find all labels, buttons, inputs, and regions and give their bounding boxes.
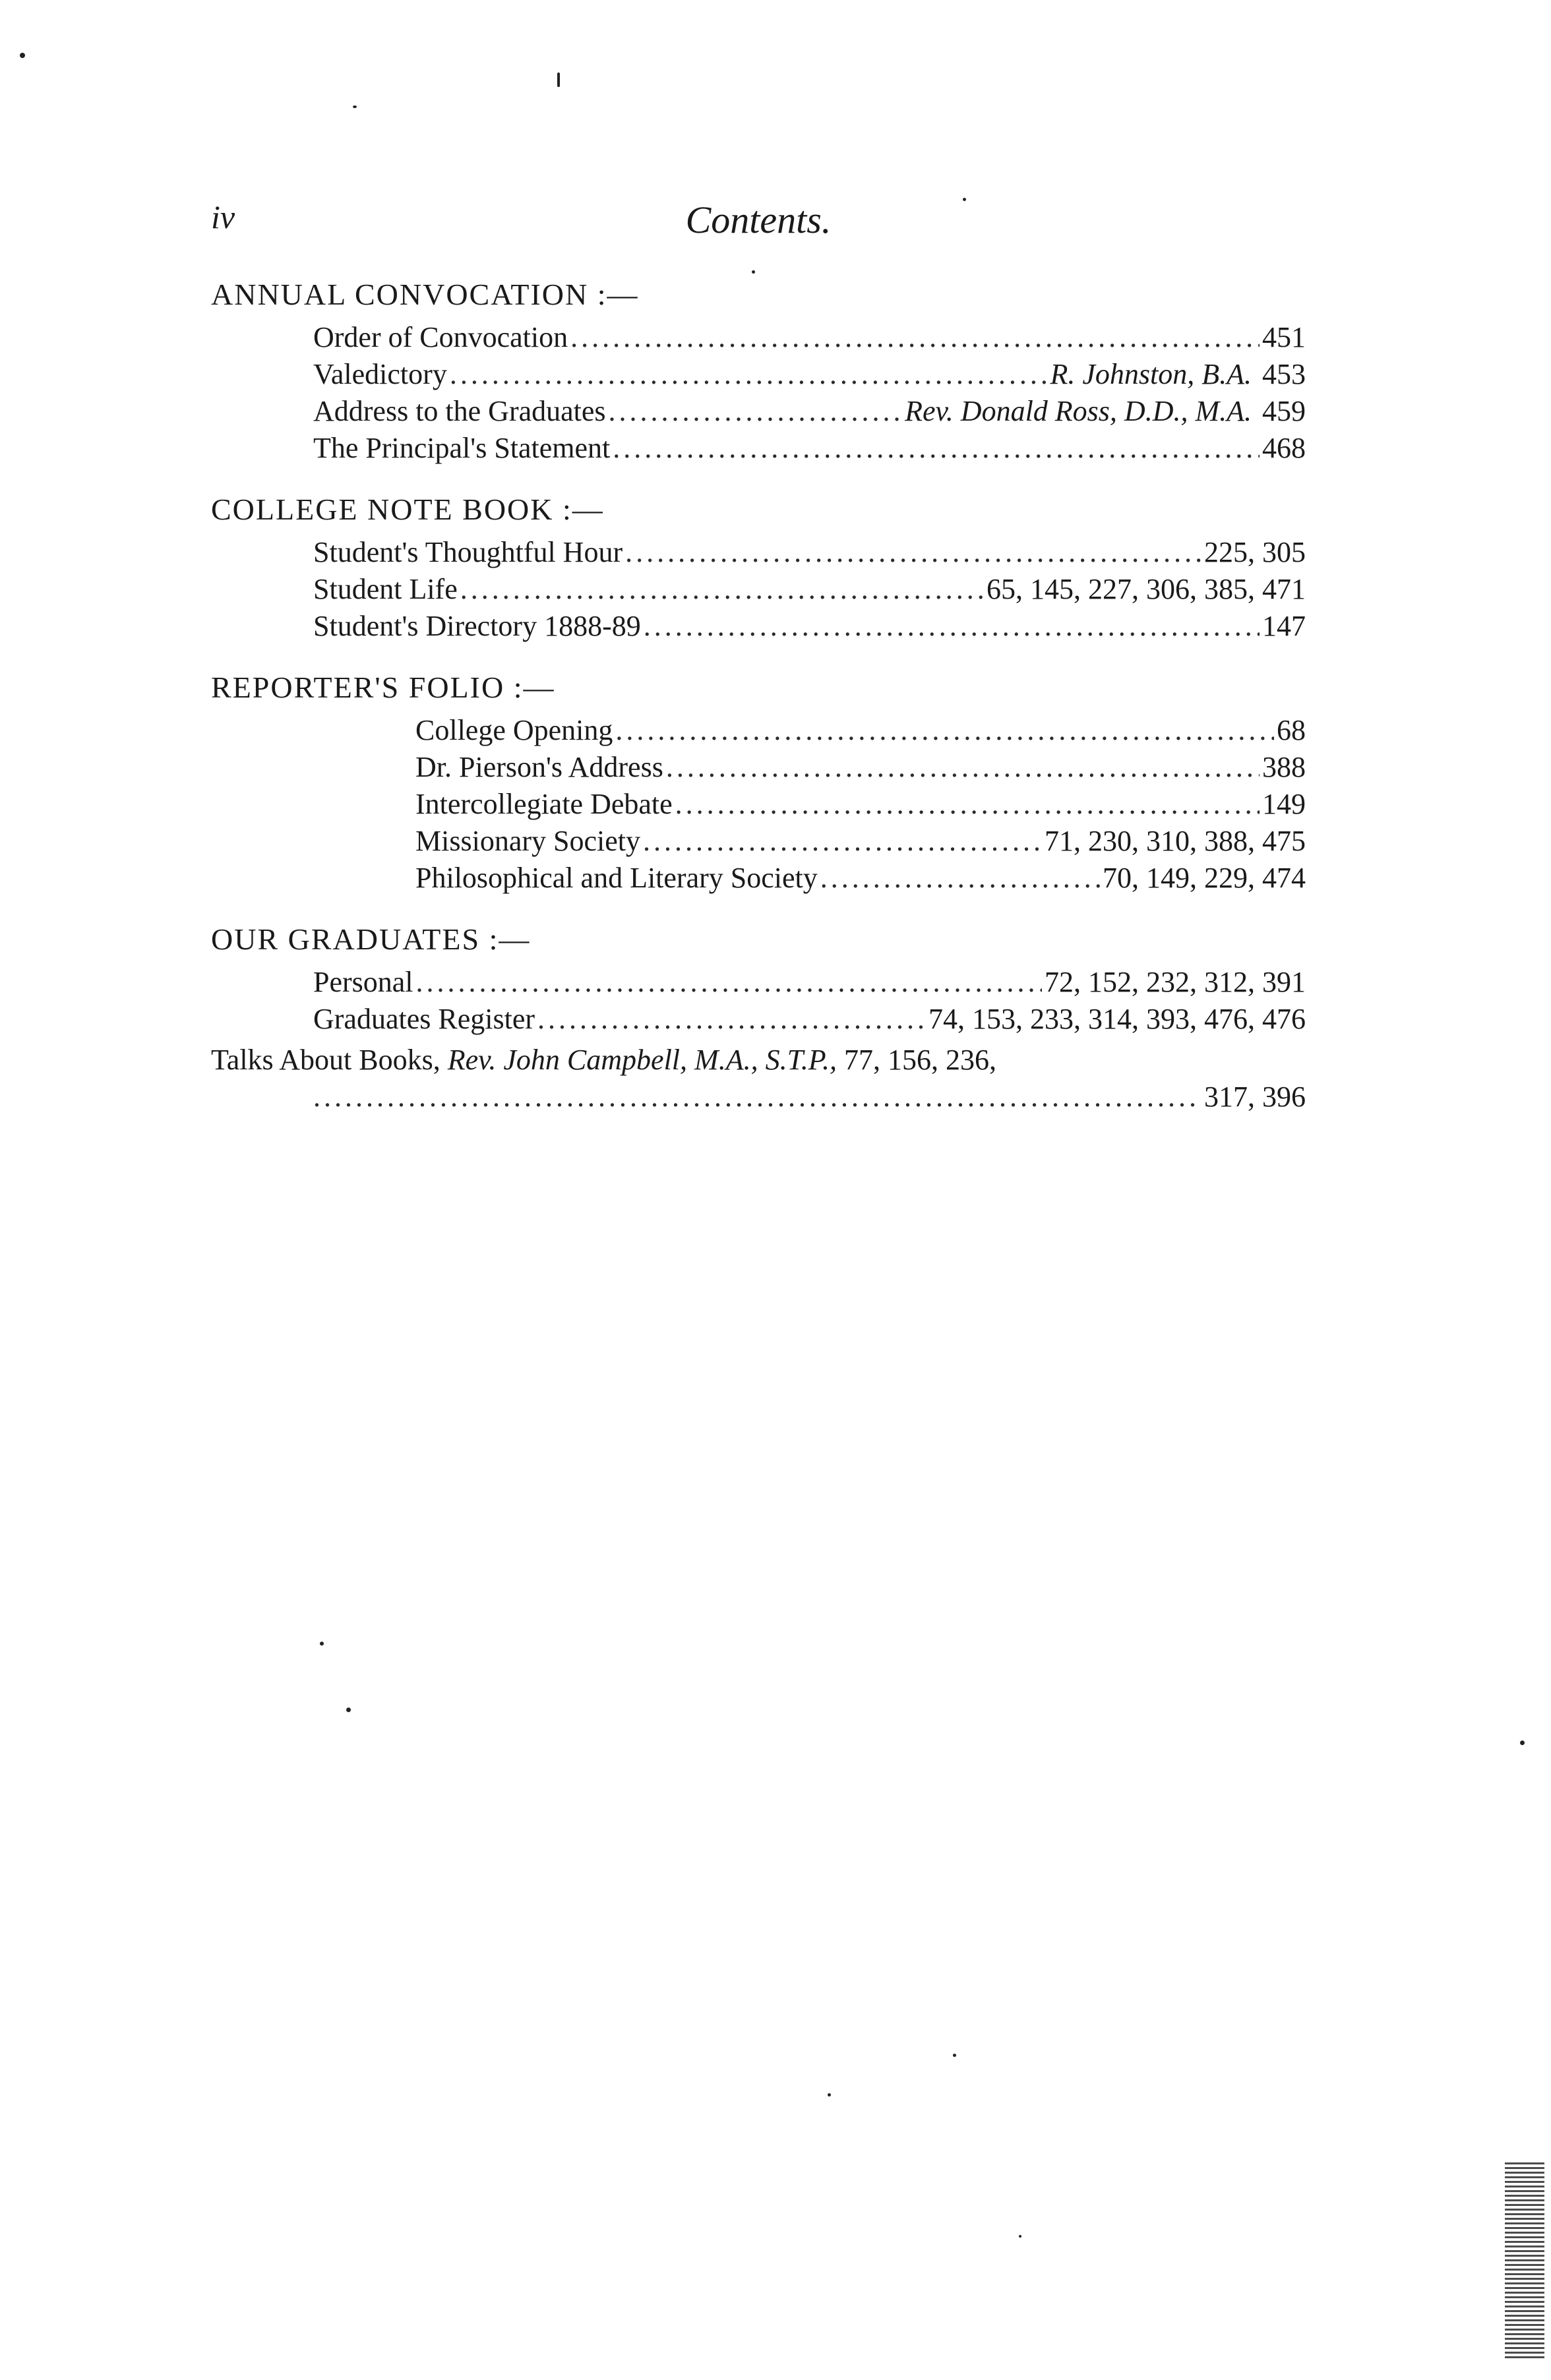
- section-college-note-book: [211, 485, 1306, 645]
- page-header: [211, 198, 1306, 251]
- entry-author: Rev. Donald Ross, D.D., M.A.: [905, 395, 1252, 427]
- toc-entry: [211, 393, 1306, 430]
- entry-title: Philosophical and Literary Society: [415, 862, 818, 894]
- entry-title: Address to the Graduates: [313, 395, 606, 427]
- scan-speck: [557, 73, 560, 87]
- entry-pages: 149: [1262, 788, 1306, 820]
- entry-title: Dr. Pierson's Address: [415, 751, 663, 783]
- dot-leader: [644, 608, 1260, 645]
- dot-leader: [625, 534, 1201, 571]
- section-our-graduates: [211, 915, 1306, 1038]
- entry-pages: 459: [1262, 395, 1306, 427]
- section-heading: OUR GRADUATES :—: [211, 922, 531, 956]
- scan-speck: [963, 198, 966, 201]
- toc-entry: [211, 786, 1306, 823]
- dot-leader: [450, 356, 1048, 393]
- dot-leader: [615, 712, 1274, 749]
- entry-title: Intercollegiate Debate: [415, 788, 673, 820]
- dot-leader: [313, 1079, 1201, 1116]
- dot-leader: [675, 786, 1260, 823]
- scan-speck: [353, 105, 357, 108]
- entry-title: Valedictory: [313, 358, 447, 390]
- entry-pages: 71, 230, 310, 388, 475: [1045, 825, 1306, 857]
- scan-speck: [20, 53, 25, 58]
- scan-speck: [1520, 1740, 1525, 1745]
- dot-leader: [460, 571, 984, 608]
- section-heading: ANNUAL CONVOCATION :—: [211, 278, 639, 311]
- entry-pages: 317, 396: [1204, 1081, 1306, 1113]
- entry-title: Student's Directory 1888-89: [313, 610, 641, 642]
- scan-speck: [320, 1642, 324, 1646]
- toc-entry: [211, 571, 1306, 608]
- entry-pages: 388: [1262, 751, 1306, 783]
- toc-entry: [211, 823, 1306, 860]
- entry-pages: 453: [1262, 358, 1306, 390]
- entry-title: Student's Thoughtful Hour: [313, 536, 623, 568]
- toc-entry: [211, 430, 1306, 467]
- scan-speck: [1019, 2235, 1021, 2238]
- entry-title: Missionary Society: [415, 825, 640, 857]
- toc-entry: [211, 608, 1306, 645]
- entry-pages: 74, 153, 233, 314, 393, 476, 476: [928, 1003, 1306, 1035]
- toc-entry: [211, 534, 1306, 571]
- scan-speck: [828, 2093, 831, 2097]
- dot-leader: [643, 823, 1042, 860]
- dot-leader: [537, 1001, 926, 1038]
- dot-leader: [416, 964, 1042, 1001]
- entry-pages: 70, 149, 229, 474: [1103, 862, 1306, 894]
- entry-pages: 468: [1262, 432, 1306, 464]
- talks-about-books-entry: [211, 1042, 1306, 1116]
- toc-entry: [211, 749, 1306, 786]
- running-title: Contents.: [685, 198, 832, 241]
- scan-edge-noise: [1505, 2162, 1544, 2360]
- entry-pages: 147: [1262, 610, 1306, 642]
- talks-line-1: [211, 1042, 1306, 1079]
- toc-entry: [211, 319, 1306, 356]
- scan-speck: [346, 1708, 351, 1712]
- talks-line-2: [211, 1079, 1306, 1116]
- section-reporters-folio: [211, 663, 1306, 897]
- entry-title: Talks About Books,: [211, 1044, 441, 1076]
- toc-entry: [211, 964, 1306, 1001]
- dot-leader: [609, 393, 903, 430]
- entry-pages: 225, 305: [1204, 536, 1306, 568]
- dot-leader: [570, 319, 1260, 356]
- section-annual-convocation: [211, 270, 1306, 467]
- dot-leader: [613, 430, 1260, 467]
- entry-title: Graduates Register: [313, 1003, 535, 1035]
- entry-pages: 68: [1277, 714, 1306, 746]
- dot-leader: [820, 860, 1100, 897]
- entry-title: Order of Convocation: [313, 321, 568, 353]
- entry-pages: 451: [1262, 321, 1306, 353]
- entry-title: The Principal's Statement: [313, 432, 611, 464]
- entry-pages: 72, 152, 232, 312, 391: [1045, 966, 1306, 998]
- section-heading: COLLEGE NOTE BOOK :—: [211, 492, 604, 526]
- toc-entry: [211, 356, 1306, 393]
- dot-leader: [666, 749, 1260, 786]
- entry-pages: 77, 156, 236,: [843, 1044, 996, 1076]
- entry-author: Rev. John Campbell, M.A., S.T.P.,: [447, 1044, 837, 1076]
- entry-author: R. Johnston, B.A.: [1050, 358, 1252, 390]
- entry-title: Personal: [313, 966, 413, 998]
- page-number: iv: [211, 198, 235, 235]
- scan-speck: [953, 2054, 956, 2057]
- scan-speck: [752, 270, 755, 274]
- entry-title: College Opening: [415, 714, 613, 746]
- toc-entry: [211, 712, 1306, 749]
- toc-entry: [211, 1001, 1306, 1038]
- table-of-contents: [211, 270, 1306, 1116]
- section-heading: REPORTER'S FOLIO :—: [211, 670, 555, 704]
- entry-pages: 65, 145, 227, 306, 385, 471: [987, 573, 1306, 605]
- entry-title: Student Life: [313, 573, 458, 605]
- toc-entry: [211, 860, 1306, 897]
